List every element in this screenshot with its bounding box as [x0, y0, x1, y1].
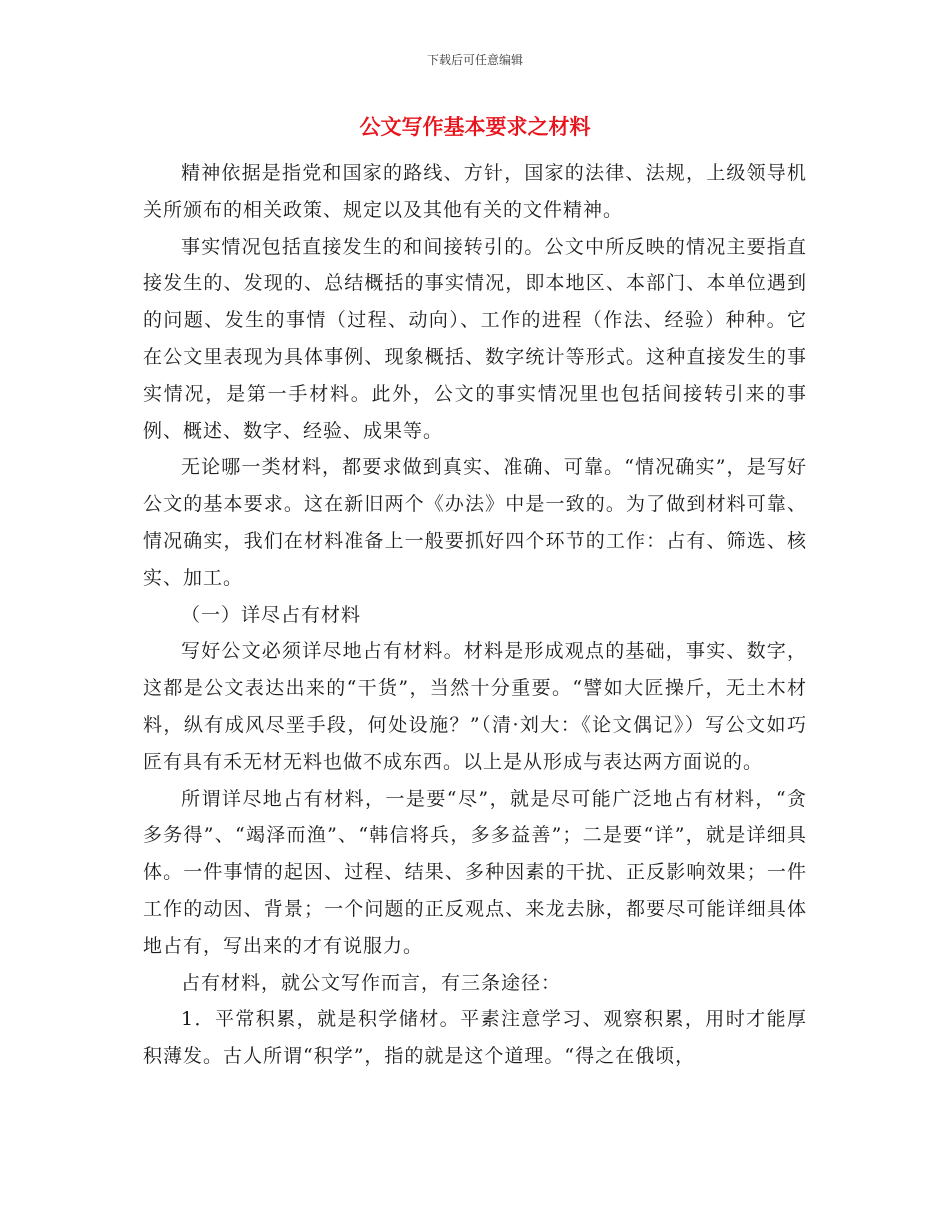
paragraph-daily-accumulation: 1．平常积累，就是积学储材。平素注意学习、观察积累，用时才能厚积薄发。古人所谓“积学”，指的就是这个道理。“得之在俄顷，: [143, 1008, 807, 1068]
paragraph-factual-situation: 事实情况包括直接发生的和间接转引的。公文中所反映的情况主要指直接发生的、发现的、总结概括的事实情况，即本地区、本部门、本单位遇到的问题、发生的事情（过程、动向）、工作的进程（作法、经验）种种。它在公文里表现为具体事例、现象概括、数字统计等形式。这种直接发生的事实情况，是第一手材料。此外，公文的事实情况里也包括间接转引来的事例、概述、数字、经验、成果等。: [143, 235, 807, 442]
paragraph-detail-and-exhaust: 所谓详尽地占有材料，一是要“尽”，就是尽可能广泛地占有材料，“贪多务得”、“竭泽而渔”、“韩信将兵，多多益善”；二是要“详”，就是详细具体。一件事情的起因、过程、结果、多种因素的干扰、正反影响效果；一件工作的动因、背景；一个问题的正反观点、来龙去脉，都要尽可能详细具体地占有，写出来的才有说服力。: [143, 787, 807, 957]
document-title: 公文写作基本要求之材料: [359, 115, 591, 139]
paragraph-three-ways: 占有材料，就公文写作而言，有三条途径：: [181, 971, 562, 994]
page-header-note: 下载后可任意编辑: [426, 53, 523, 67]
document-body: [143, 155, 807, 1075]
paragraph-possess-materials: 写好公文必须详尽地占有材料。材料是形成观点的基础，事实、数字，这都是公文表达出来的“干货”，当然十分重要。“譬如大匠操斤，无土木材料，纵有成风尽垩手段，何处设施？”（清·刘大：《论文偶记》）写公文如巧匠有具有禾无材无料也做不成东西。以上是从形成与表达两方面说的。: [143, 640, 807, 773]
paragraph-spirit-basis: 精神依据是指党和国家的路线、方针，国家的法律、法规，上级领导机关所颁布的相关政策、规定以及其他有关的文件精神。: [143, 162, 807, 221]
section-heading-possess-materials: （一）详尽占有材料: [181, 603, 362, 626]
paragraph-material-requirements: 无论哪一类材料，都要求做到真实、准确、可靠。“情况确实”，是写好公文的基本要求。这在新旧两个《办法》中是一致的。为了做到材料可靠、情况确实，我们在材料准备上一般要抓好四个环节的工作：占有、筛选、核实、加工。: [143, 456, 807, 589]
